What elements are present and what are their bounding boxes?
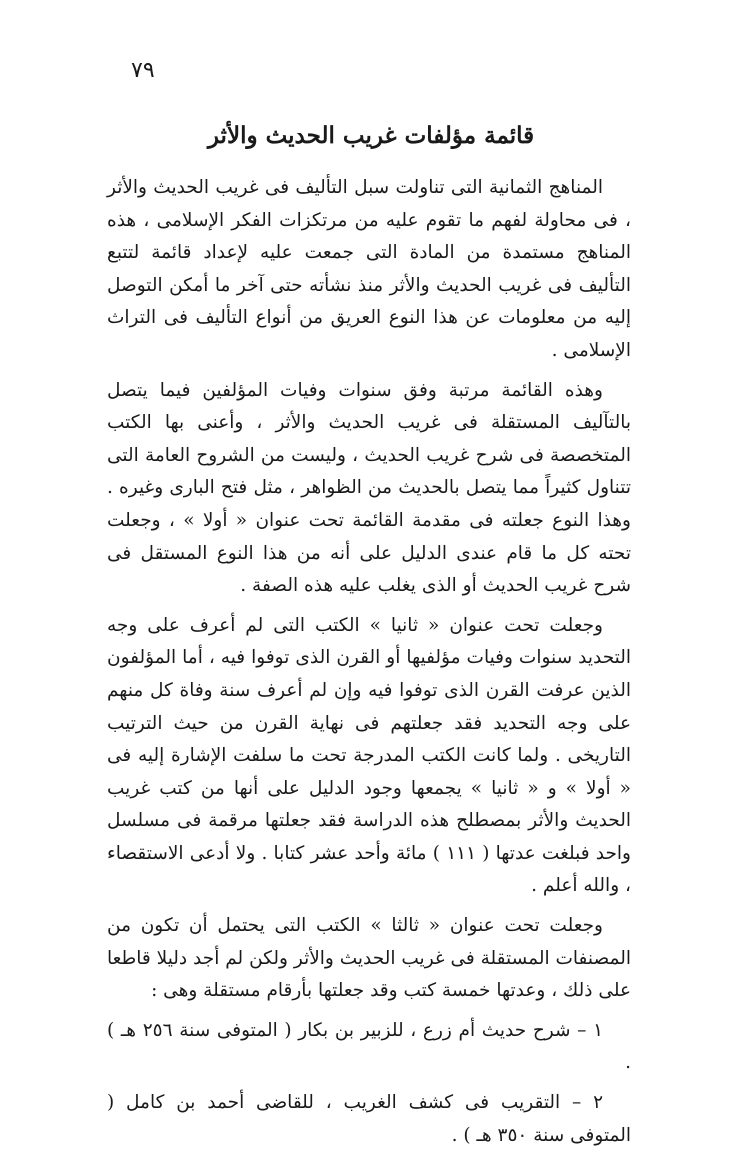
page-title: قائمة مؤلفات غريب الحديث والأثر <box>207 122 535 149</box>
paragraph: وجعلت تحت عنوان « ثانيا » الكتب التى لم أعرف على وجه التحديد سنوات وفيات مؤلفيها أو القرن الذى توفوا فيه ، أما المؤلفون الذين عرفت القرن الذى توفوا فيه وإن لم أعرف سنة وفاة كل منهم على وجه التحديد فقد جعلتهم فى نهاية القرن من حيث الترتيب التاريخى . ولما كانت الكتب المدرجة تحت ما سلفت الإشارة إليه فى « أولا » و « ثانيا » يجمعها وجود الدليل على أنها من كتب غريب الحديث والأثر بمصطلح هذه الدراسة فقد جعلتها مرقمة فى مسلسل واحد فبلغت عدتها ( ١١١ ) مائة وأحد عشر كتابا . ولا أدعى الاستقصاء ، والله أعلم . <box>107 614 632 897</box>
paragraph: وهذه القائمة مرتبة وفق سنوات وفيات المؤلفين فيما يتصل بالتآليف المستقلة فى غريب الحديث والأثر ، وأعنى بها الكتب المتخصصة فى شرح غريب الحديث ، وليست من الشروح العامة التى تتناول كثيراً مما يتصل بالحديث من الظواهر ، مثل فتح البارى وغيره . وهذا النوع جعلته فى مقدمة القائمة تحت عنوان « أولا » ، وجعلت تحته كل ما قام عندى الدليل على أنه من هذا النوع المستقل فى شرح غريب الحديث أو الذى يغلب عليه هذه الصفة . <box>107 379 631 597</box>
body-text <box>107 172 631 1159</box>
paragraph: المناهج الثمانية التى تناولت سبل التأليف فى غريب الحديث والأثر ، فى محاولة لفهم ما تقوم عليه من مرتكزات الفكر الإسلامى ، هذه المناهج مستمدة من المادة التى جمعت عليه لإعداد قائمة لتتبع التأليف فى غريب الحديث والأثر منذ نشأته حتى آخر ما أمكن التوصل إليه من معلومات عن هذا النوع العريق من أنواع التأليف فى التراث الإسلامى . <box>107 177 631 361</box>
list-item: ١ – شرح حديث أم زرع ، للزبير بن بكار ( المتوفى سنة ٢٥٦ هـ ) . <box>107 1019 631 1074</box>
paragraph: وجعلت تحت عنوان « ثالثا » الكتب التى يحتمل أن تكون من المصنفات المستقلة فى غريب الحديث والأثر ولكن لم أجد دليلا قاطعا على ذلك ، وعدتها خمسة كتب وقد جعلتها بأرقام مستقلة وهى : <box>107 915 631 1002</box>
page-number: ٧٩ <box>131 58 155 83</box>
list-item: ٢ – التقريب فى كشف الغريب ، للقاضى أحمد بن كامل ( المتوفى سنة ٣٥٠ هـ ) . <box>107 1092 631 1146</box>
